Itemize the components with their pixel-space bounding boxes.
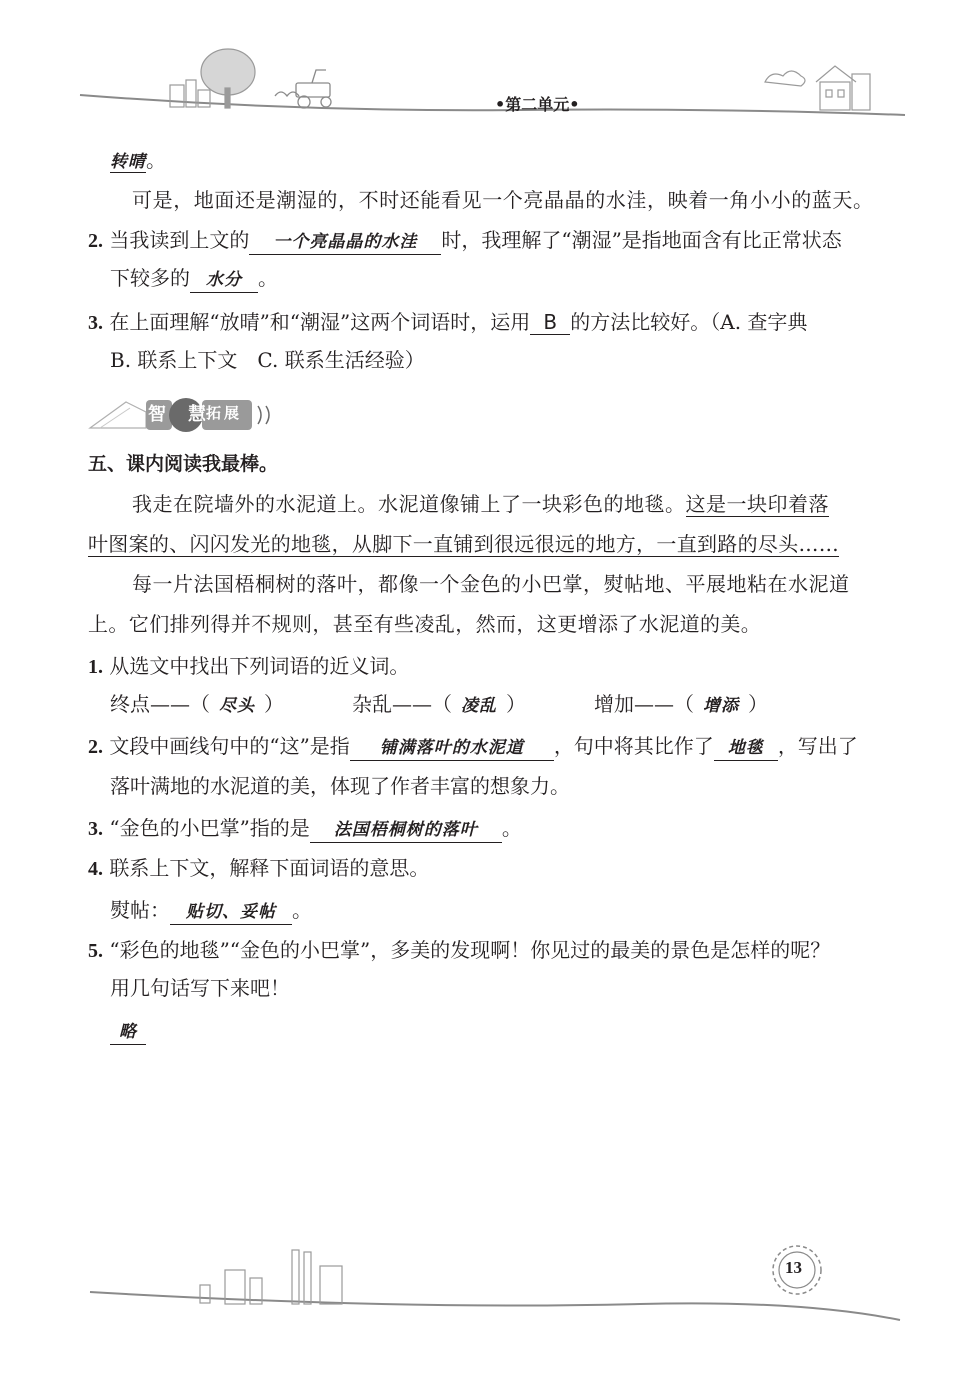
tree-icon xyxy=(201,49,255,108)
question-number: 5. xyxy=(88,940,103,962)
answer-blank: 一个亮晶晶的水洼 xyxy=(249,230,441,255)
answer-blank: 水分 xyxy=(190,268,258,293)
question-text: 落叶满地的水泥道的美，体现了作者丰富的想象力。 xyxy=(110,774,570,798)
synonym-answer: 尽头 xyxy=(219,696,255,716)
section-title: 五、课内阅读我最棒。 xyxy=(88,453,279,475)
answer-blank: 法国梧桐树的落叶 xyxy=(310,818,502,843)
question-text: 下较多的 xyxy=(110,266,190,290)
answer-fangqing: 转晴 xyxy=(110,152,146,172)
question-number: 4. xyxy=(88,858,103,880)
badge-char: 智 xyxy=(148,404,166,425)
synonym-close: ） xyxy=(748,692,768,716)
answer-fangqing-end: 。 xyxy=(146,148,166,172)
question-number: 2. xyxy=(88,736,103,758)
tractor-icon xyxy=(275,70,331,108)
synonym-word: 增加——（ xyxy=(594,692,694,716)
question-text: 用几句话写下来吧！ xyxy=(110,976,290,1000)
synonym-word: 杂乱——（ xyxy=(352,692,452,716)
passage-text: 每一片法国梧桐树的落叶，都像一个金色的小巴掌，熨帖地、平展地粘在水泥道 xyxy=(132,572,850,596)
answer-blank: 略 xyxy=(110,1020,146,1045)
unit-title: •第二单元• xyxy=(495,95,580,114)
question-number: 3. xyxy=(88,818,103,840)
synonym-answer: 凌乱 xyxy=(461,696,497,716)
synonym-close: ） xyxy=(264,692,284,716)
term-end: 。 xyxy=(292,898,312,922)
badge-char: 慧 xyxy=(188,404,206,425)
term-word: 熨帖： xyxy=(110,898,170,922)
question-text: 在上面理解“放晴”和“潮湿”这两个词语时，运用 xyxy=(109,310,531,334)
city-skyline-icon xyxy=(200,1250,342,1304)
passage-text: 我走在院墙外的水泥道上。水泥道像铺上了一块彩色的地毯。 xyxy=(132,492,686,516)
question-number: 3. xyxy=(88,312,103,334)
answer-blank: 地毯 xyxy=(714,736,778,761)
synonym-close: ） xyxy=(506,692,526,716)
passage-text: 上。它们排列得并不规则，甚至有些凌乱，然而，这更增添了水泥道的美。 xyxy=(88,612,762,636)
question-number: 2. xyxy=(88,230,103,252)
question-text: ，句中将其比作了 xyxy=(553,734,714,758)
synonym-word: 终点——（ xyxy=(110,692,210,716)
answer-blank: 贴切、妥帖 xyxy=(170,900,292,925)
question-text: “彩色的地毯”“金色的小巴掌”，多美的发现啊！你见过的最美的景色是怎样的呢？ xyxy=(109,938,831,962)
question-text: “金色的小巴掌”指的是 xyxy=(109,816,310,840)
passage-text: 可是，地面还是潮湿的，不时还能看见一个亮晶晶的水洼，映着一角小小的蓝天。 xyxy=(132,188,874,212)
header-decoration xyxy=(0,0,979,130)
question-options: B. 联系上下文 C. 联系生活经验） xyxy=(110,348,425,372)
question-number: 1. xyxy=(88,656,103,678)
house-icon xyxy=(765,66,870,110)
question-text: 的方法比较好。（A. 查字典 xyxy=(570,310,808,334)
answer-blank: B xyxy=(530,310,570,335)
question-text: 文段中画线句中的“这”是指 xyxy=(109,734,350,758)
page-number: 13 xyxy=(785,1258,802,1277)
synonym-answer: 增添 xyxy=(703,696,739,716)
question-text: 。 xyxy=(501,816,522,840)
question-text: 联系上下文，解释下面词语的意思。 xyxy=(109,856,430,880)
footer-decoration xyxy=(0,1230,979,1340)
question-text: 当我读到上文的 xyxy=(109,228,250,252)
underlined-sentence: 叶图案的、闪闪发光的地毯，从脚下一直铺到很远很远的地方，一直到路的尽头…… xyxy=(88,532,840,556)
badge-char: 展 xyxy=(224,404,240,422)
badge-decoration xyxy=(86,392,286,438)
question-text: ，写出了 xyxy=(777,734,858,758)
question-text: 从选文中找出下列词语的近义词。 xyxy=(109,654,410,678)
answer-blank: 铺满落叶的水泥道 xyxy=(350,736,554,761)
question-text: 时，我理解了“潮湿”是指地面含有比正常状态 xyxy=(441,228,842,252)
badge-char: 拓 xyxy=(206,404,222,422)
question-text: 。 xyxy=(258,266,278,290)
underlined-sentence: 这是一块印着落 xyxy=(685,492,829,516)
